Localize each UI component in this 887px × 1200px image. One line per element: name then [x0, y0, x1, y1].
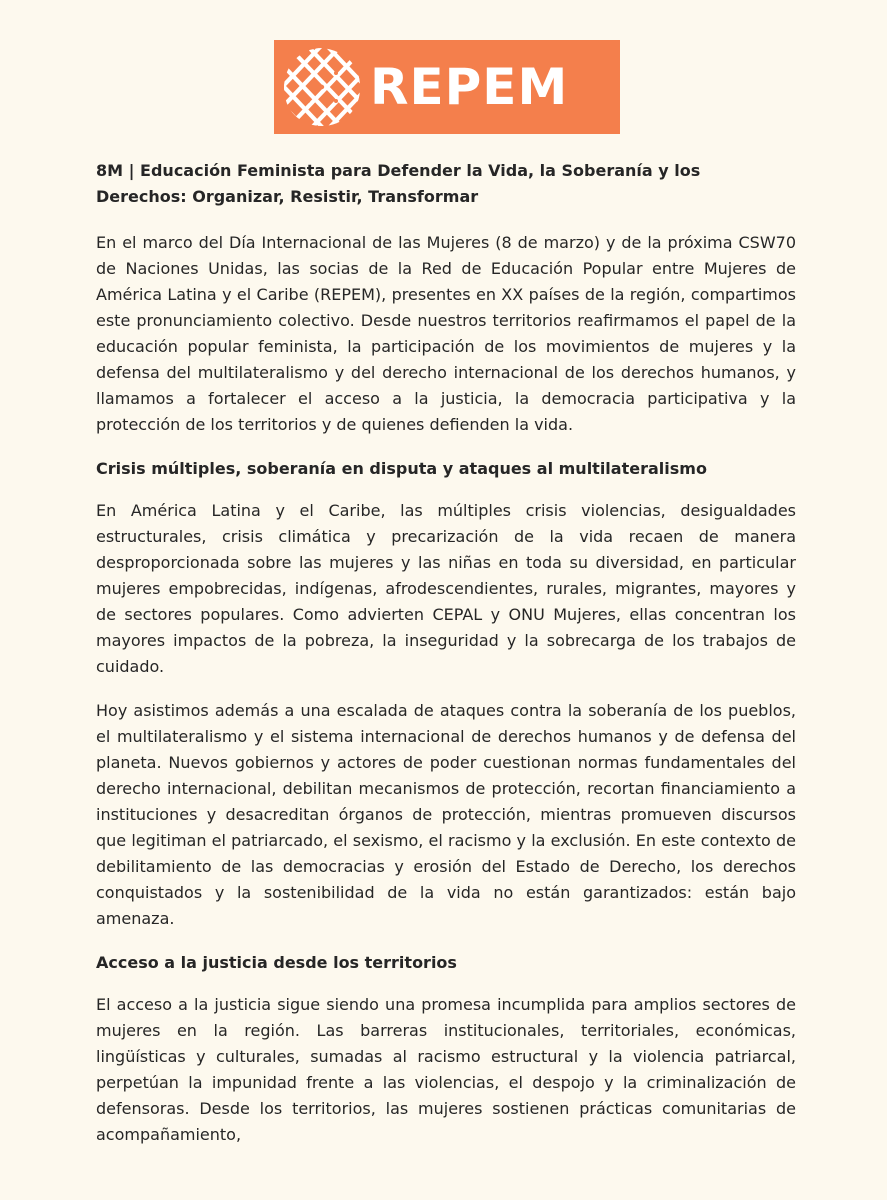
- document-title: 8M | Educación Feminista para Defender la Vida, la Soberanía y los Derechos: Organizar, Resistir, Transformar: [96, 161, 701, 206]
- logo-wordmark: REPEM: [370, 58, 569, 116]
- intro-paragraph: En el marco del Día Internacional de las Mujeres (8 de marzo) y de la próxima CSW70 de Naciones Unidas, las socias de la Red de Educación Popular entre Mujeres de América Latina y el Caribe (REPEM), presentes en XX países de la región, compartimos este pronunciamiento colectivo. Desde nuestros territorios reafirmamos el papel de la educación popular feminista, la participación de los movimientos de mujeres y la defensa del multilateralismo y del derecho internacional de los derechos humanos, y llamamos a fortalecer el acceso a la justicia, la democracia participativa y la protección de los territorios y de quienes defienden la vida.: [96, 233, 796, 434]
- justice-paragraph-1: El acceso a la justicia sigue siendo una promesa incumplida para amplios sectores de mujeres en la región. Las barreras institucionales, territoriales, económicas, lingüísticas y culturales, sumadas al racismo estructural y la violencia patriarcal, perpetúan la impunidad frente a las violencias, el despojo y la criminalización de defensoras. Desde los territorios, las mujeres sostienen prácticas comunitarias de acompañamiento,: [96, 995, 796, 1144]
- section-heading-crisis: Crisis múltiples, soberanía en disputa y ataques al multilateralismo: [96, 459, 707, 478]
- crisis-paragraph-2: Hoy asistimos además a una escalada de ataques contra la soberanía de los pueblos, el multilateralismo y el sistema internacional de derechos humanos y de defensa del planeta. Nuevos gobiernos y actores de poder cuestionan normas fundamentales del derecho internacional, debilitan mecanismos de protección, recortan financiamiento a instituciones y desacreditan órganos de protección, mientras promueven discursos que legitiman el patriarcado, el sexismo, el racismo y la exclusión. En este contexto de debilitamiento de las democracias y erosión del Estado de Derecho, los derechos conquistados y la sostenibilidad de la vida no están garantizados: están bajo amenaza.: [96, 701, 796, 928]
- repem-logo: [274, 40, 620, 134]
- section-heading-justice: Acceso a la justicia desde los territorios: [96, 953, 457, 972]
- woven-mesh-icon: [282, 46, 362, 128]
- crisis-paragraph-1: En América Latina y el Caribe, las múltiples crisis violencias, desigualdades estructurales, crisis climática y precarización de la vida recaen de manera desproporcionada sobre las mujeres y las niñas en toda su diversidad, en particular mujeres empobrecidas, indígenas, afrodescendientes, rurales, migrantes, mayores y de sectores populares. Como advierten CEPAL y ONU Mujeres, ellas concentran los mayores impactos de la pobreza, la inseguridad y la sobrecarga de los trabajos de cuidado.: [96, 501, 796, 676]
- statement-document: [96, 158, 796, 1166]
